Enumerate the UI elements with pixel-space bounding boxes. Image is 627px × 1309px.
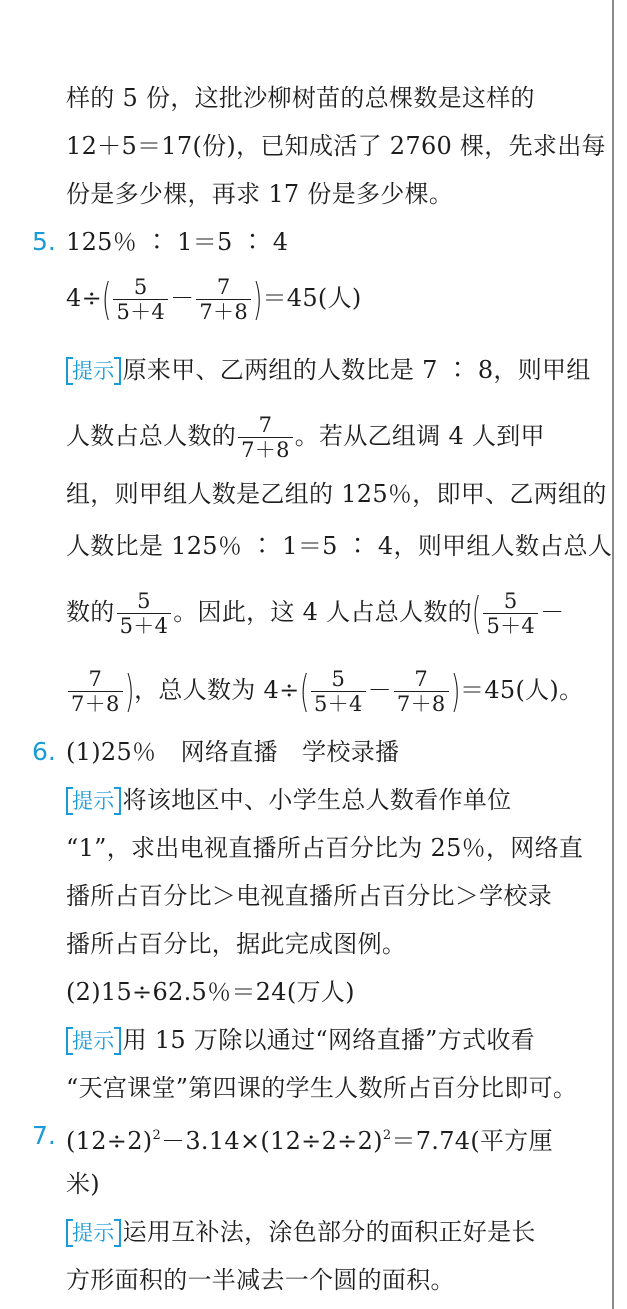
tip-line: 提示 用 15 万除以通过“网络直播”方式收看 [66,1022,535,1059]
tip-line: 人数占总人数的 $\frac{7}{7+8}$ 。若从乙组调 4 人到甲 [66,413,545,462]
tip-line: 提示 原来甲、乙两组的人数比是 7 ∶ 8，则甲组 [66,352,591,389]
answer-line: (1)25％ 网络直播 学校录播 [66,738,400,766]
question-number: 5. [32,227,56,256]
text-line: 份是多少棵，再求 17 份是多少棵。 [66,180,454,208]
fraction: $\frac{5}{5+4}$ [117,589,172,638]
exponent: 2 [152,1128,162,1143]
tip-line: $\frac{7}{7+8}$ )，总人数为 4÷( $\frac{5}{5+4}$ － $\frac{7}{7+8}$ )＝45(人)。 [66,660,583,720]
left-paren: ( [299,665,310,717]
exponent: 2 [382,1128,392,1143]
fraction: $\frac{7}{7+8}$ [394,667,449,716]
tip-line: 数的 $\frac{5}{5+4}$ 。因此，这 4 人占总人数的( $\frac{5}{5+4}$ － [66,587,565,639]
answer-formula [66,268,362,328]
left-paren: ( [471,587,482,639]
tip-label: 提示 [66,353,121,389]
fraction: $\frac{7}{7+8}$ [68,667,123,716]
fraction: $\frac{7}{7+8}$ [238,413,293,462]
answer-line: (2)15÷62.5％＝24(万人) [66,978,355,1006]
tip-label: 提示 [66,783,121,819]
answer-line: $(12\div 2)^2-3.14\times(12\div 2\div 2)^2=7.74$(平方厘 [66,1127,553,1155]
tip-label: 提示 [66,1215,121,1251]
tip-line: 组，则甲组人数是乙组的 125％，即甲、乙两组的 [66,480,607,508]
tip-line: 提示 运用互补法，涂色部分的面积正好是长 [66,1214,536,1251]
fraction: $\frac{7}{7+8}$ [196,275,251,324]
formula-suffix: ＝45(人) [262,284,362,312]
question-number: 7. [32,1121,56,1150]
tip-line: 人数比是 125％ ∶ 1＝5 ∶ 4，则甲组人数占总人 [66,532,613,560]
minus-sign: － [170,284,195,312]
page-edge-rule [612,0,614,1309]
tip-line: “天宫课堂”第四课的学生人数所占百分比即可。 [66,1074,578,1102]
text-line: 样的 5 份，这批沙柳树苗的总棵数是这样的 [66,84,535,112]
tip-line: 播所占百分比＞电视直播所占百分比＞学校录 [66,882,552,910]
fraction: $\frac{5}{5+4}$ [113,275,168,324]
text-line: 12＋5＝17(份)，已知成活了 2760 棵，先求出每 [66,132,606,160]
right-paren: ) [252,273,263,325]
fraction: $\frac{5}{5+4}$ [483,589,538,638]
tip-line: 播所占百分比，据此完成图例。 [66,930,407,958]
tip-line: 方形面积的一半减去一个圆的面积。 [66,1266,455,1294]
tip-line: 提示 将该地区中、小学生总人数看作单位 [66,782,511,819]
answer-line: 米) [66,1170,100,1198]
question-number: 6. [32,737,56,766]
right-paren: ) [450,665,461,717]
tip-line: “1”，求出电视直播所占百分比为 25％，网络直 [66,834,584,862]
answer-line: 125％ ∶ 1＝5 ∶ 4 [66,228,289,256]
fraction: $\frac{5}{5+4}$ [311,667,366,716]
formula-prefix: 4÷ [66,284,102,312]
tip-label: 提示 [66,1023,121,1059]
right-paren: ) [124,665,135,717]
left-paren: ( [101,273,112,325]
